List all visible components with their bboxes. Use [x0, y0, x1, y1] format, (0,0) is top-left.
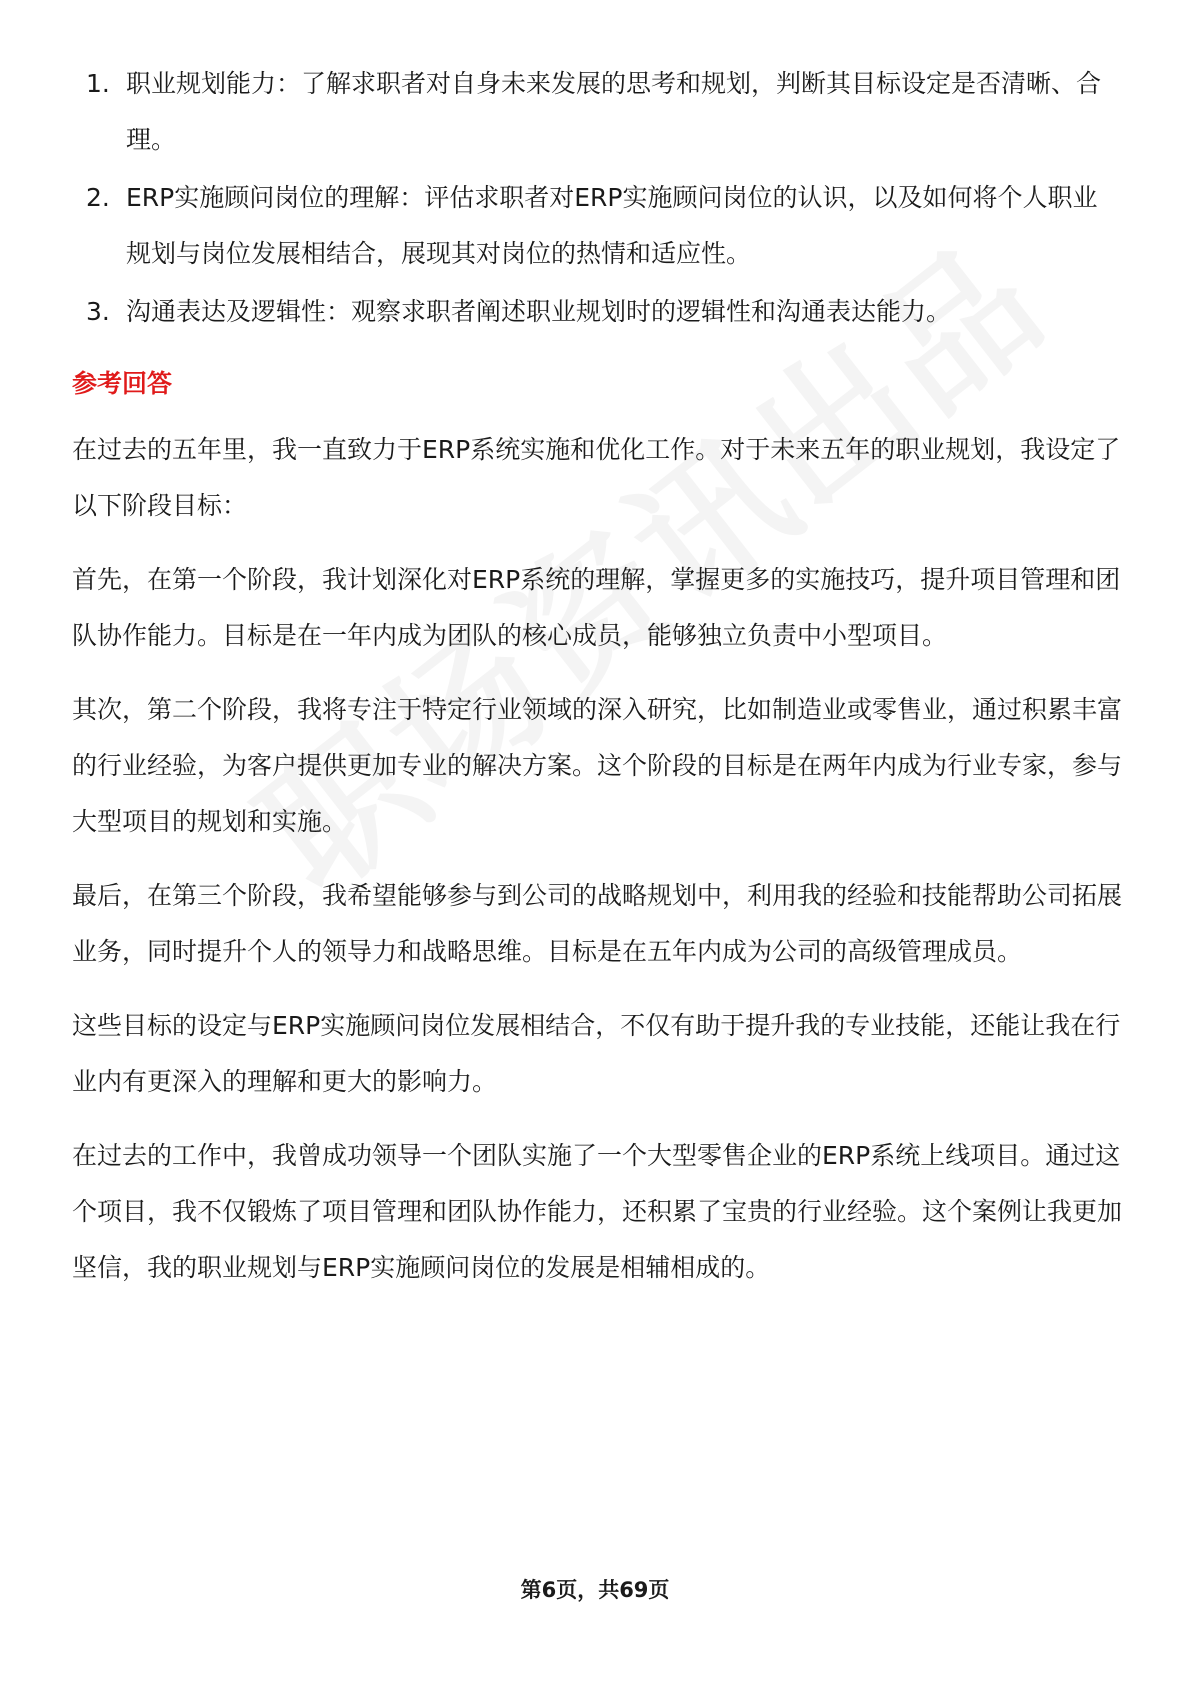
list-item — [72, 170, 1122, 282]
list-item-text: 沟通表达及逻辑性：观察求职者阐述职业规划时的逻辑性和沟通表达能力。 — [126, 297, 952, 326]
list-number: 2. — [86, 183, 110, 212]
section-title: 参考回答 — [72, 369, 173, 398]
criteria-list — [72, 56, 1122, 340]
paragraph: 最后，在第三个阶段，我希望能够参与到公司的战略规划中，利用我的经验和技能帮助公司拓展业务，同时提升个人的领导力和战略思维。目标是在五年内成为公司的高级管理成员。 — [72, 881, 1123, 966]
paragraph: 这些目标的设定与ERP实施顾问岗位发展相结合，不仅有助于提升我的专业技能，还能让我在行业内有更深入的理解和更大的影响力。 — [72, 1011, 1121, 1096]
list-item — [72, 56, 1122, 168]
paragraph: 首先，在第一个阶段，我计划深化对ERP系统的理解，掌握更多的实施技巧，提升项目管理和团队协作能力。目标是在一年内成为团队的核心成员，能够独立负责中小型项目。 — [72, 565, 1121, 650]
document-body — [72, 56, 1122, 1314]
list-item — [72, 284, 1122, 340]
page-footer: 第6页，共69页 — [520, 1578, 670, 1602]
list-number: 3. — [86, 297, 110, 326]
list-item-text: 职业规划能力：了解求职者对自身未来发展的思考和规划，判断其目标设定是否清晰、合理。 — [126, 69, 1102, 154]
list-number: 1. — [86, 69, 110, 98]
paragraph: 在过去的五年里，我一直致力于ERP系统实施和优化工作。对于未来五年的职业规划，我设定了以下阶段目标： — [72, 435, 1121, 520]
list-item-text: ERP实施顾问岗位的理解：评估求职者对ERP实施顾问岗位的认识，以及如何将个人职业规划与岗位发展相结合，展现其对岗位的热情和适应性。 — [126, 183, 1098, 268]
paragraph: 在过去的工作中，我曾成功领导一个团队实施了一个大型零售企业的ERP系统上线项目。通过这个项目，我不仅锻炼了项目管理和团队协作能力，还积累了宝贵的行业经验。这个案例让我更加坚信，我的职业规划与ERP实施顾问岗位的发展是相辅相成的。 — [72, 1141, 1123, 1282]
paragraph: 其次，第二个阶段，我将专注于特定行业领域的深入研究，比如制造业或零售业，通过积累丰富的行业经验，为客户提供更加专业的解决方案。这个阶段的目标是在两年内成为行业专家，参与大型项目的规划和实施。 — [72, 695, 1123, 836]
